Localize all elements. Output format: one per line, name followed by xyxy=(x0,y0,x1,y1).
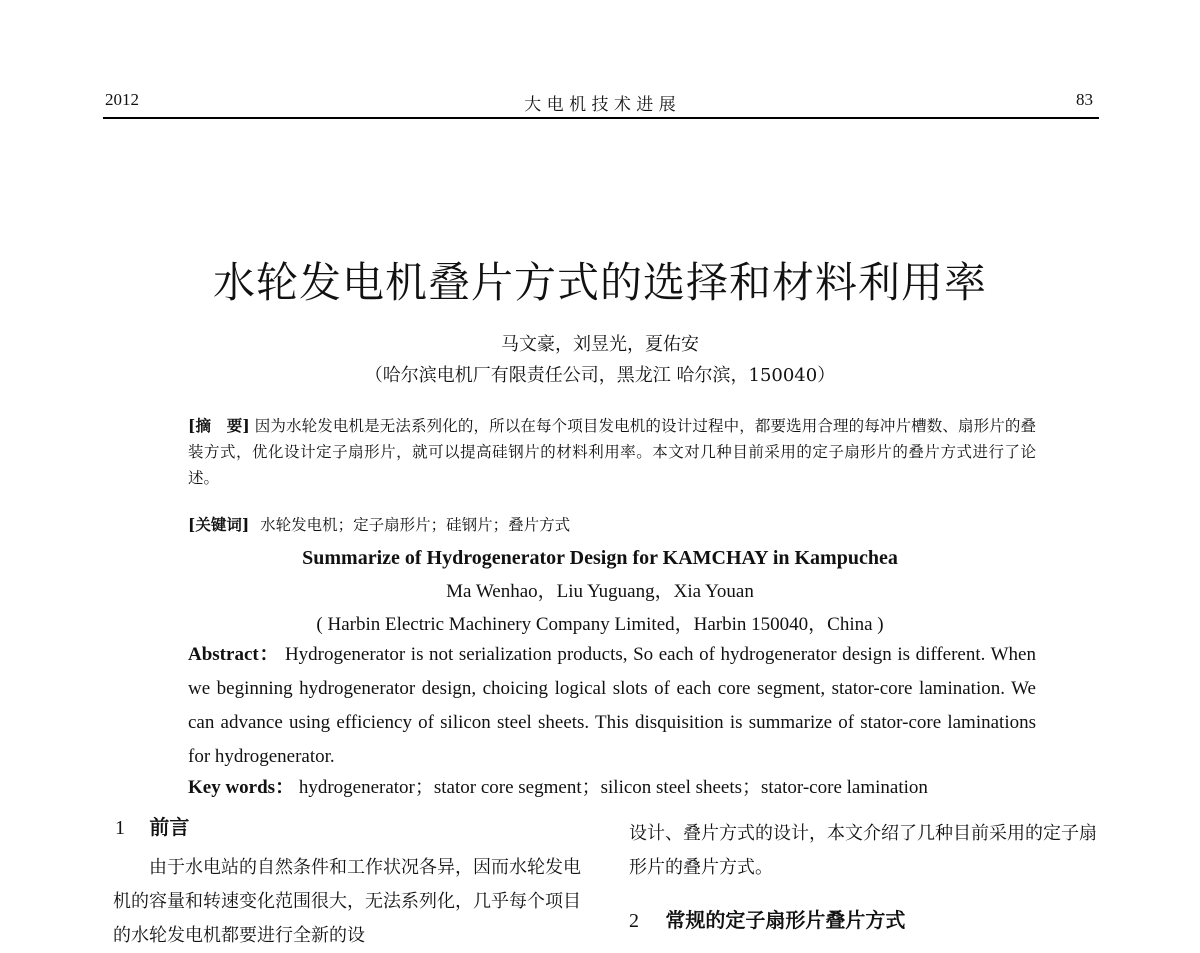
keywords-en-label: Key words： xyxy=(188,777,295,798)
abstract-cn xyxy=(188,413,1036,491)
abstract-en xyxy=(188,638,1036,774)
affiliation-en: ( Harbin Electric Machinery Company Limited，Harbin 150040，China ) xyxy=(316,614,884,635)
section-2-title: 常规的定子扇形片叠片方式 xyxy=(665,908,906,932)
keywords-en xyxy=(188,772,928,799)
section-1-heading xyxy=(115,811,189,840)
keywords-cn-text: 水轮发电机；定子扇形片；硅钢片；叠片方式 xyxy=(260,516,571,534)
right-column-paragraph: 设计、叠片方式的设计，本文介绍了几种目前采用的定子扇形片的叠片方式。 xyxy=(629,823,1097,878)
section-2-number: 2 xyxy=(629,910,639,932)
authors-en: Ma Wenhao，Liu Yuguang，Xia Youan xyxy=(446,581,754,602)
header-page-number: 83 xyxy=(1076,90,1093,109)
paper-title-en: Summarize of Hydrogenerator Design for KAMCHAY in Kampuchea xyxy=(302,547,898,569)
abstract-en-text: Hydrogenerator is not serialization products, So each of hydrogenerator design is different. When we beginning hydrogenerator design, choicing logical slots of each core segment, stator-core lamination. We can advance using efficiency of silicon steel sheets. This disquisition is summarize of stator-core laminations for hydrogenerator. xyxy=(188,644,1036,767)
keywords-cn xyxy=(188,513,570,535)
authors-cn: 马文豪，刘昱光，夏佑安 xyxy=(501,334,699,355)
abstract-en-label: Abstract： xyxy=(188,644,280,665)
paper-title: 水轮发电机叠片方式的选择和材料利用率 xyxy=(212,258,987,307)
header-year: 2012 xyxy=(105,90,139,109)
section-1-paragraph: 由于水电站的自然条件和工作状况各异，因而水轮发电机的容量和转速变化范围很大，无法系列化，几乎每个项目的水轮发电机都要进行全新的设 xyxy=(113,857,581,946)
header-rule xyxy=(103,117,1099,119)
keywords-cn-label: [关键词] xyxy=(188,515,250,534)
header-journal: 大 电 机 技 术 进 展 xyxy=(524,95,676,115)
section-1-number: 1 xyxy=(115,817,125,839)
keywords-en-text: hydrogenerator；stator core segment；silicon steel sheets；stator-core lamination xyxy=(298,777,928,798)
section-2-heading xyxy=(629,904,905,933)
abstract-cn-text: 因为水轮发电机是无法系列化的，所以在每个项目发电机的设计过程中，都要选用合理的每冲片槽数、扇形片的叠装方式，优化设计定子扇形片，就可以提高硅钢片的材料利用率。本文对几种目前采用的定子扇形片的叠片方式进行了论述。 xyxy=(188,417,1036,487)
abstract-cn-label: [摘 要] xyxy=(188,416,250,435)
section-1-title: 前言 xyxy=(149,815,190,839)
affiliation-cn: （哈尔滨电机厂有限责任公司，黑龙江 哈尔滨，150040） xyxy=(364,365,836,386)
